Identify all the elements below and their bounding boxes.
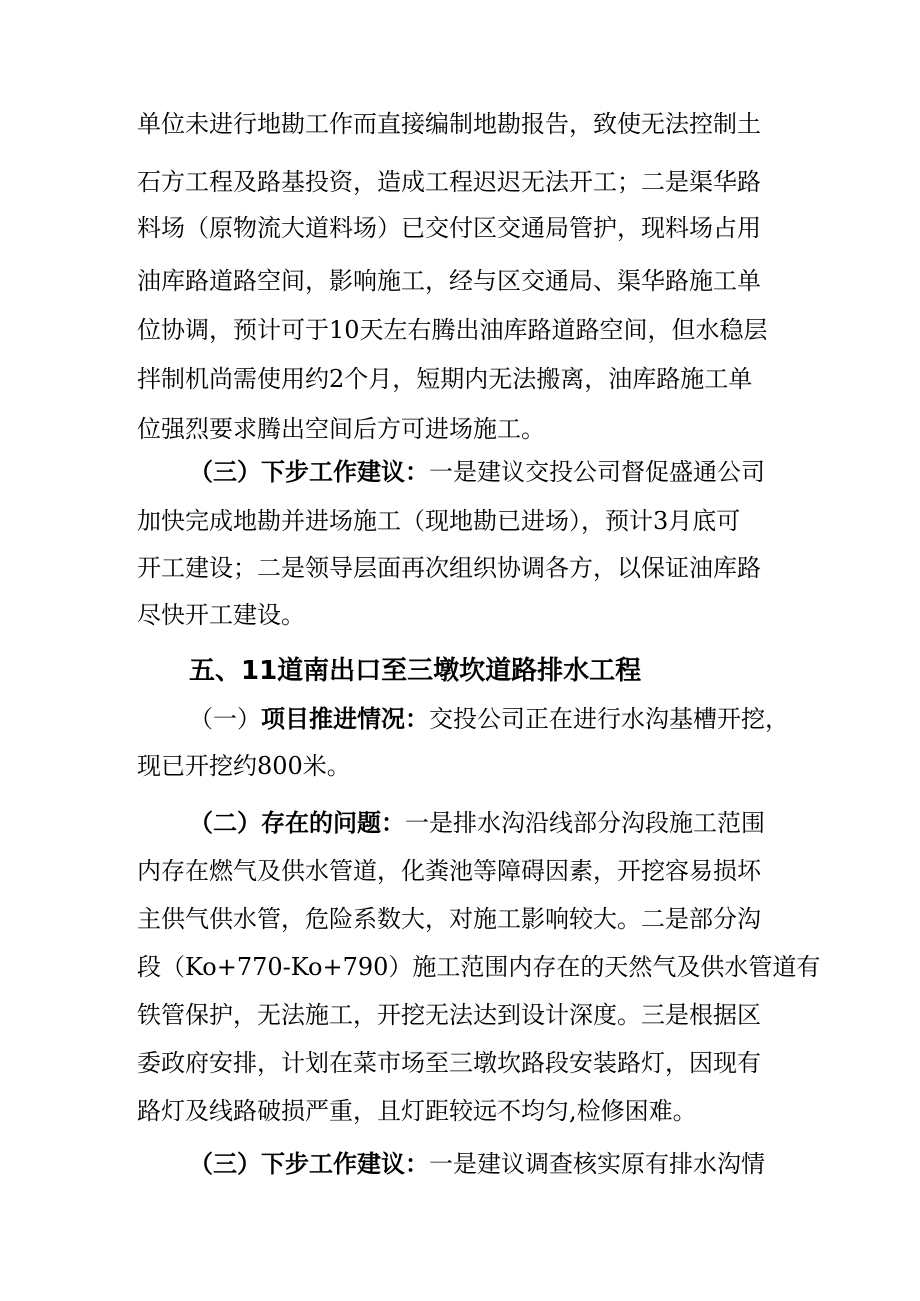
paragraph-line-8: [189, 452, 920, 492]
line-text: 单位未进行地勘工作而直接编制地勘报告，致使无法控制土: [137, 110, 761, 138]
section-heading: （三）下步工作建议：: [189, 1149, 429, 1178]
line-text: 一是建议调查核实原有排水沟情: [429, 1150, 765, 1178]
paragraph-line-1: [137, 104, 920, 144]
paragraph-line-14: [137, 746, 920, 786]
section-heading: （三）下步工作建议：: [189, 457, 429, 486]
paragraph-line-19: [137, 995, 920, 1035]
line-text: （一）: [189, 705, 261, 733]
line-text: 现已开挖约800米。: [137, 752, 351, 780]
paragraph-line-7: [137, 409, 920, 449]
line-text: 段（Ko+770-Ko+790）施工范围内存在的天然气及供水管道有: [137, 953, 821, 981]
line-text: 路灯及线路破损严重，且灯距较远不均匀,检修困难。: [137, 1097, 697, 1125]
paragraph-line-11: [137, 595, 920, 635]
paragraph-line-6: [137, 359, 920, 399]
paragraph-line-21: [137, 1091, 920, 1131]
paragraph-line-13: [189, 699, 920, 739]
chapter-title: [189, 651, 920, 691]
line-text: 拌制机尚需使用约2个月，短期内无法搬离，油库路施工单: [137, 365, 753, 393]
line-text: 尽快开工建设。: [137, 601, 305, 629]
line-text: 内存在燃气及供水管道，化粪池等障碍因素，开挖容易损坏: [137, 857, 761, 885]
paragraph-line-16: [137, 851, 920, 891]
paragraph-line-4: [137, 261, 920, 301]
paragraph-line-3: [137, 208, 920, 248]
line-text: 开工建设；二是领导层面再次组织协调各方，以保证油库路: [137, 554, 761, 582]
line-text: 主供气供水管，危险系数大，对施工影响较大。二是部分沟: [137, 905, 761, 933]
line-text: 位强烈要求腾出空间后方可进场施工。: [137, 415, 545, 443]
paragraph-line-9: [137, 501, 920, 541]
paragraph-line-18: [137, 947, 920, 987]
section-heading: （二）存在的问题：: [189, 808, 405, 837]
line-text: 一是排水沟沿线部分沟段施工范围: [405, 809, 765, 837]
line-text: 位协调，预计可于10天左右腾出油库路道路空间，但水稳层: [137, 316, 768, 344]
line-text: 铁管保护，无法施工，开挖无法达到设计深度。三是根据区: [137, 1001, 761, 1029]
paragraph-line-5: [137, 310, 920, 350]
section-heading: 项目推进情况：: [261, 704, 429, 733]
line-text: 加快完成地勘并进场施工（现地勘已进场），预计3月底可: [137, 507, 741, 535]
paragraph-line-15: [189, 803, 920, 843]
title-text: 五、11道南出口至三墩坎道路排水工程: [189, 656, 642, 686]
line-text: 油库路道路空间，影响施工，经与区交通局、渠华路施工单: [137, 267, 761, 295]
line-text: 石方工程及路基投资，造成工程迟迟无法开工；二是渠华路: [137, 168, 761, 196]
paragraph-line-22: [189, 1144, 920, 1184]
paragraph-line-17: [137, 899, 920, 939]
line-text: 料场（原物流大道料场）已交付区交通局管护，现料场占用: [137, 214, 761, 242]
paragraph-line-10: [137, 548, 920, 588]
line-text: 一是建议交投公司督促盛通公司: [429, 458, 765, 486]
line-text: 委政府安排，计划在菜市场至三墩坎路段安装路灯，因现有: [137, 1049, 761, 1077]
paragraph-line-2: [137, 162, 920, 202]
line-text: 交投公司正在进行水沟基槽开挖，: [429, 705, 789, 733]
paragraph-line-20: [137, 1043, 920, 1083]
